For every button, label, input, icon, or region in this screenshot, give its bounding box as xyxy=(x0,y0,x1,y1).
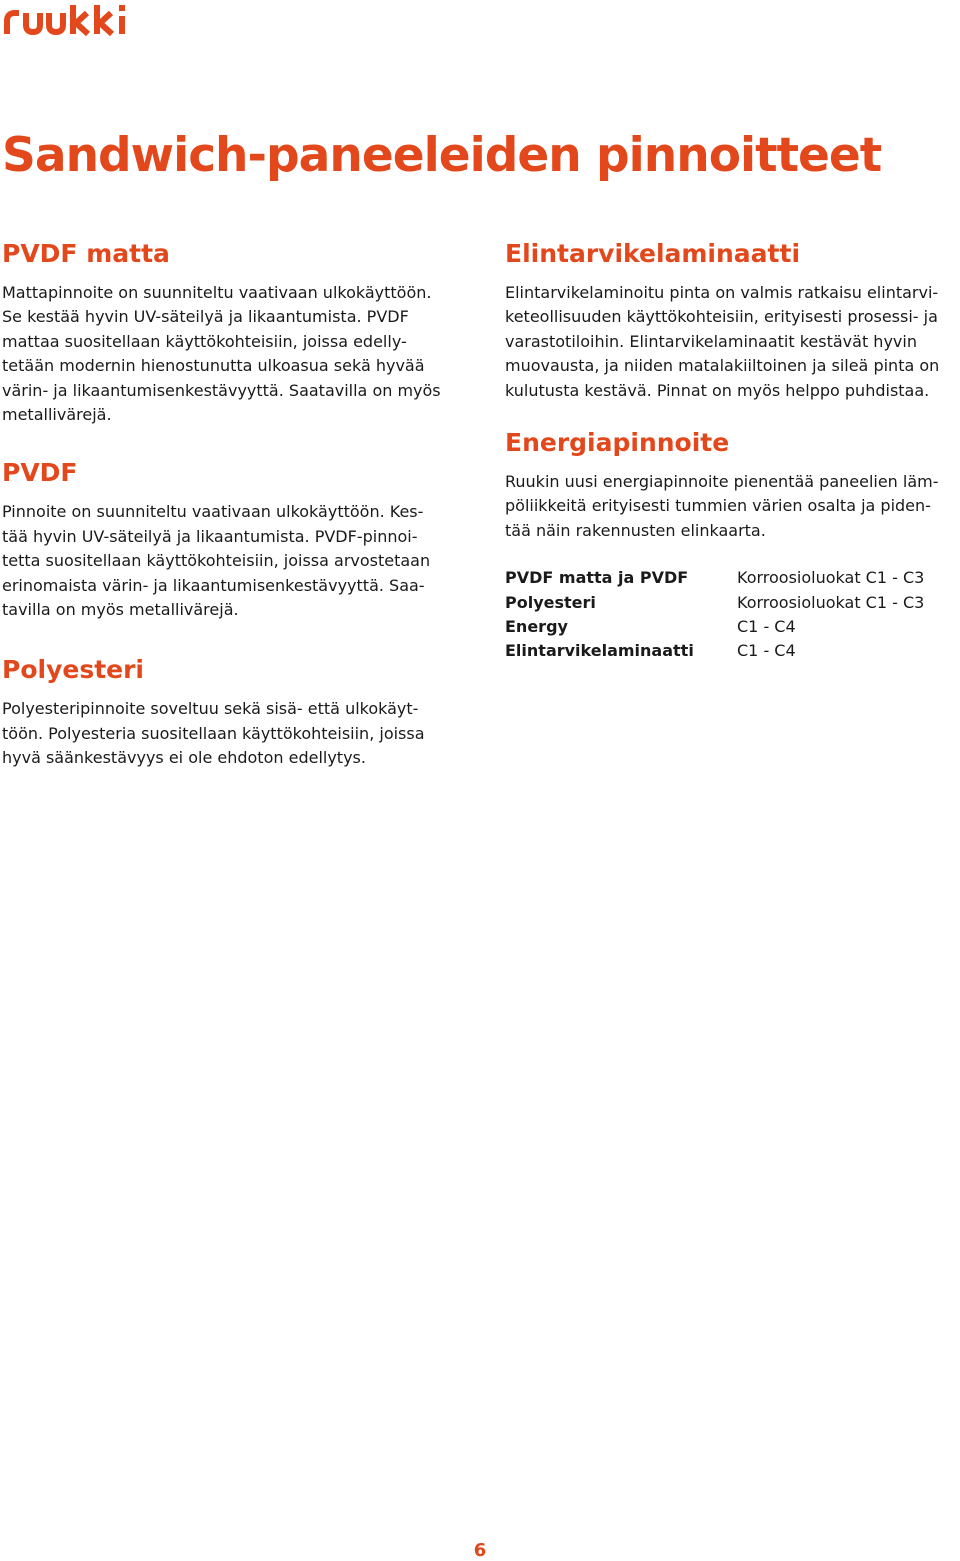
section-heading: PVDF xyxy=(2,458,78,488)
section-body xyxy=(2,697,464,770)
coating-name: PVDF matta ja PVDF xyxy=(505,568,689,588)
body-line: Ruukin uusi energiapinnoite pienentää paneelien läm- xyxy=(505,472,939,492)
page-title: Sandwich-paneeleiden pinnoitteet xyxy=(2,128,882,183)
body-line: pöliikkeitä erityisesti tummien värien osalta ja piden- xyxy=(505,496,931,516)
body-line: mattaa suositellaan käyttökohteisiin, joissa edelly- xyxy=(2,331,407,351)
corrosion-class: Korroosioluokat C1 - C3 xyxy=(737,568,925,588)
corrosion-class: Korroosioluokat C1 - C3 xyxy=(737,592,925,612)
section-pvdf-matta xyxy=(2,238,464,427)
section-body xyxy=(505,281,960,403)
section-pvdf xyxy=(2,457,464,622)
coating-name: Elintarvikelaminaatti xyxy=(505,641,694,661)
section-body xyxy=(2,500,464,622)
page-number: 6 xyxy=(473,1540,487,1561)
body-line: varastotiloihin. Elintarvikelaminaatit kestävät hyvin xyxy=(505,331,917,351)
section-body xyxy=(2,281,464,427)
ruukki-logo xyxy=(4,4,128,36)
body-line: töön. Polyesteria suositellaan käyttökohteisiin, joissa xyxy=(2,723,425,743)
body-line: metallivärejä. xyxy=(2,405,112,425)
body-line: Mattapinnoite on suunniteltu vaativaan ulkokäyttöön. xyxy=(2,283,432,302)
section-elintarvikelaminaatti xyxy=(505,238,960,403)
body-line: Se kestää hyvin UV-säteilyä ja likaantumista. PVDF xyxy=(2,307,409,327)
table-row xyxy=(505,639,924,663)
right-column xyxy=(505,238,960,664)
body-line: tetta suositellaan käyttökohteisiin, joissa arvostetaan xyxy=(2,551,431,571)
section-energiapinnoite xyxy=(505,427,960,543)
body-line: tavilla on myös metallivärejä. xyxy=(2,600,239,620)
body-line: hyvä säänkestävyys ei ole ehdoton edellytys. xyxy=(2,748,366,768)
corrosion-class: C1 - C4 xyxy=(737,641,796,661)
coating-name: Energy xyxy=(505,617,568,637)
body-line: tetään modernin hienostunutta ulkoasua sekä hyvää xyxy=(2,356,425,376)
section-heading: Elintarvikelaminaatti xyxy=(505,239,801,268)
section-heading: PVDF matta xyxy=(2,239,170,268)
section-polyesteri xyxy=(2,654,464,770)
left-column xyxy=(2,238,464,771)
coating-name: Polyesteri xyxy=(505,592,596,612)
body-line: Polyesteripinnoite soveltuu sekä sisä- että ulkokäyt- xyxy=(2,699,419,719)
section-body xyxy=(505,470,960,543)
body-line: erinomaista värin- ja likaantumisenkestävyyttä. Saa- xyxy=(2,575,425,595)
section-heading: Energiapinnoite xyxy=(505,428,730,458)
corrosion-class-table xyxy=(505,566,924,664)
body-line: tää hyvin UV-säteilyä ja likaantumista. PVDF-pinnoi- xyxy=(2,526,418,546)
table-row xyxy=(505,591,924,615)
body-line: Pinnoite on suunniteltu vaativaan ulkokäyttöön. Kes- xyxy=(2,502,424,522)
body-line: Elintarvikelaminoitu pinta on valmis ratkaisu elintarvi- xyxy=(505,283,939,302)
body-line: kulutusta kestävä. Pinnat on myös helppo puhdistaa. xyxy=(505,380,930,400)
table-row xyxy=(505,566,924,590)
body-line: värin- ja likaantumisenkestävyyttä. Saatavilla on myös xyxy=(2,380,441,400)
body-line: tää näin rakennusten elinkaarta. xyxy=(505,520,766,540)
body-line: muovausta, ja niiden matalakiiltoinen ja sileä pinta on xyxy=(505,356,940,376)
section-heading: Polyesteri xyxy=(2,655,145,685)
table-row xyxy=(505,615,924,639)
corrosion-class: C1 - C4 xyxy=(737,617,796,637)
body-line: keteollisuuden käyttökohteisiin, erityisesti prosessi- ja xyxy=(505,307,938,327)
